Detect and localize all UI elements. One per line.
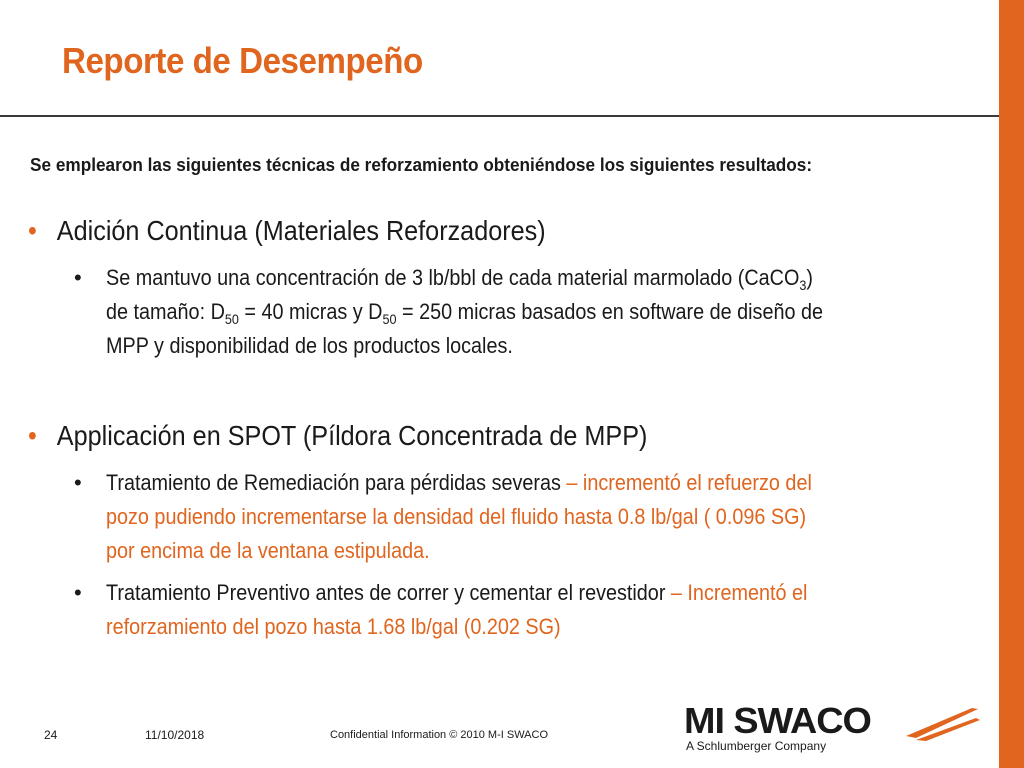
- item-line: pozo pudiendo incrementarse la densidad del fluido hasta 0.8 lb/gal ( 0.096 SG): [106, 504, 807, 529]
- footer-date: 11/10/2018: [145, 728, 205, 742]
- bullet-icon: •: [74, 580, 82, 605]
- item-line: Tratamiento de Remediación para pérdidas severas – incrementó el refuerzo del: [106, 470, 812, 495]
- item-line: reforzamiento del pozo hasta 1.68 lb/gal (0.202 SG): [106, 614, 561, 639]
- section-heading-adicion: • Adición Continua (Materiales Reforzadores): [28, 215, 546, 246]
- list-item-concentracion: [74, 261, 954, 363]
- footer-confidential: Confidential Information © 2010 M-I SWACO: [330, 729, 549, 741]
- logo-tagline: A Schlumberger Company: [686, 739, 827, 753]
- item-line: por encima de la ventana estipulada.: [106, 538, 430, 563]
- bullet-icon: •: [28, 215, 37, 246]
- bullet-icon: •: [74, 470, 82, 495]
- right-accent-bar: [999, 0, 1024, 768]
- item-line: Se mantuvo una concentración de 3 lb/bbl de cada material marmolado (CaCO$_3$): [106, 265, 813, 293]
- company-logo: [684, 700, 984, 760]
- page-number: 24: [44, 728, 58, 742]
- item-line: Tratamiento Preventivo antes de correr y cementar el revestidor – Incrementó el: [106, 580, 808, 605]
- item-line: de tamaño: $D_{50} = 40$ micras y $D_{50} = 250$ micras basados en software de diseño de: [106, 299, 824, 327]
- item-line: MPP y disponibilidad de los productos locales.: [106, 333, 513, 358]
- section-heading-spot: • Applicación en SPOT (Píldora Concentrada de MPP): [28, 420, 648, 451]
- logo-swoosh-icon: [902, 706, 982, 742]
- bullet-icon: •: [74, 265, 82, 290]
- title-divider: [0, 115, 999, 117]
- slide-title: Reporte de Desempeño: [62, 40, 423, 81]
- bullet-icon: •: [28, 420, 37, 451]
- list-item-remediacion: [74, 466, 954, 568]
- list-item-preventivo: [74, 576, 954, 644]
- logo-wordmark: MI SWACO: [684, 700, 871, 741]
- intro-text: Se emplearon las siguientes técnicas de reforzamiento obteniéndose los siguientes resultados:: [30, 154, 813, 175]
